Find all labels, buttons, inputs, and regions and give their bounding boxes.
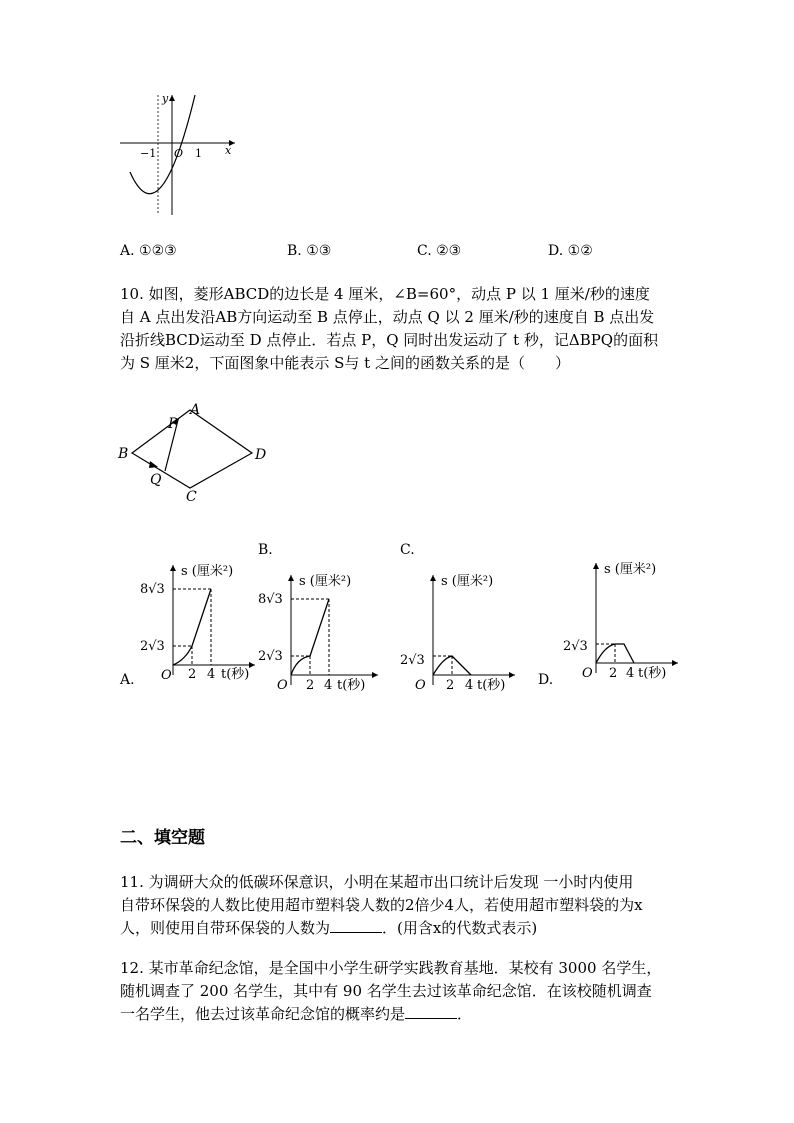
q11-answer-blank[interactable] [330,918,382,933]
svg-text:2: 2 [188,667,197,682]
label-p: P [168,416,178,432]
q12-line2: 随机调查了 200 名学生，其中有 90 名学生去过该革命纪念馆．在该校随机调查 [120,982,652,1000]
svg-text:2√3: 2√3 [563,639,588,654]
svg-text:O: O [582,666,593,681]
svg-text:O: O [415,678,426,693]
label-c: C [186,489,197,505]
q12-line3: 一名学生，他去过该革命纪念馆的概率约是 ． [120,1005,473,1023]
svg-text:t(秒): t(秒) [638,666,667,681]
choice-c-letter: C. [400,542,415,558]
svg-text:4: 4 [324,678,333,693]
svg-text:s (厘米²): s (厘米²) [604,562,657,577]
q11-line2: 自带环保袋的人数比使用超市塑料袋人数的2倍少4人，若使用超市塑料袋的为x [120,896,643,914]
svg-text:s (厘米²): s (厘米²) [441,574,494,589]
svg-text:2√3: 2√3 [400,653,425,668]
q10-line3: 沿折线BCD运动至 D 点停止．若点 P，Q 同时出发运动了 t 秒，记ΔBPQ的面积 [120,331,659,349]
svg-text:4: 4 [626,666,635,681]
y-label: y [162,92,169,105]
q9-option-c: C. ②③ [417,243,462,259]
svg-text:s (厘米²): s (厘米²) [181,564,234,579]
parabola-curve [130,95,195,194]
svg-text:4: 4 [465,678,474,693]
svg-text:8√3: 8√3 [258,592,283,607]
svg-text:2: 2 [609,666,618,681]
svg-text:2√3: 2√3 [140,639,165,654]
tick-1: 1 [195,147,202,160]
label-b: B [118,446,129,462]
q12-answer-blank[interactable] [405,1004,457,1019]
arrow-q [149,461,158,468]
origin-label: O [174,147,184,160]
q11-line3: 人，则使用自带环保袋的人数为 ．(用含x的代数式表示) [120,919,538,937]
svg-text:t(秒): t(秒) [221,667,250,682]
section-title-fill-blank: 二、填空题 [120,828,205,848]
q9-option-d: D. ①② [548,243,593,259]
svg-text:2: 2 [306,678,315,693]
graph-b [253,570,383,700]
svg-text:t(秒): t(秒) [477,678,506,693]
svg-text:s (厘米²): s (厘米²) [299,574,352,589]
rhombus-figure [110,398,280,508]
choice-b-letter: B. [258,542,273,558]
choice-a-letter: A. [120,672,135,688]
q9-option-a: A. ①②③ [120,243,177,259]
label-a: A [190,402,201,418]
svg-text:4: 4 [207,667,216,682]
graph-c [395,570,525,700]
tick-neg1: −1 [140,147,157,160]
x-label: x [225,144,232,157]
svg-text:8√3: 8√3 [140,582,165,597]
svg-text:O: O [161,668,172,683]
graph-d [558,558,688,688]
svg-text:2: 2 [446,678,455,693]
choice-d-letter: D. [538,672,554,688]
q9-option-b: B. ①③ [287,243,332,259]
q12-line1: 12. 某市革命纪念馆，是全国中小学生研学实践教育基地．某校有 3000 名学生， [120,959,662,977]
q10-line1: 10. 如图，菱形ABCD的边长是 4 厘米，∠B=60°，动点 P 以 1 厘米/秒的速度 [120,285,650,303]
graph-a [135,560,265,690]
svg-text:2√3: 2√3 [258,649,283,664]
q9-parabola-graph [115,90,245,220]
svg-text:O: O [277,678,288,693]
label-q: Q [150,472,162,488]
label-d: D [255,447,267,463]
q11-line1: 11. 为调研大众的低碳环保意识，小明在某超市出口统计后发现 一小时内使用 [120,873,634,891]
q10-line2: 自 A 点出发沿AB方向运动至 B 点停止，动点 Q 以 2 厘米/秒的速度自 B 点出发 [120,308,655,326]
svg-text:t(秒): t(秒) [337,678,366,693]
q10-line4: 为 S 厘米2，下面图象中能表示 S与 t 之间的函数关系的是（ ） [120,354,570,372]
